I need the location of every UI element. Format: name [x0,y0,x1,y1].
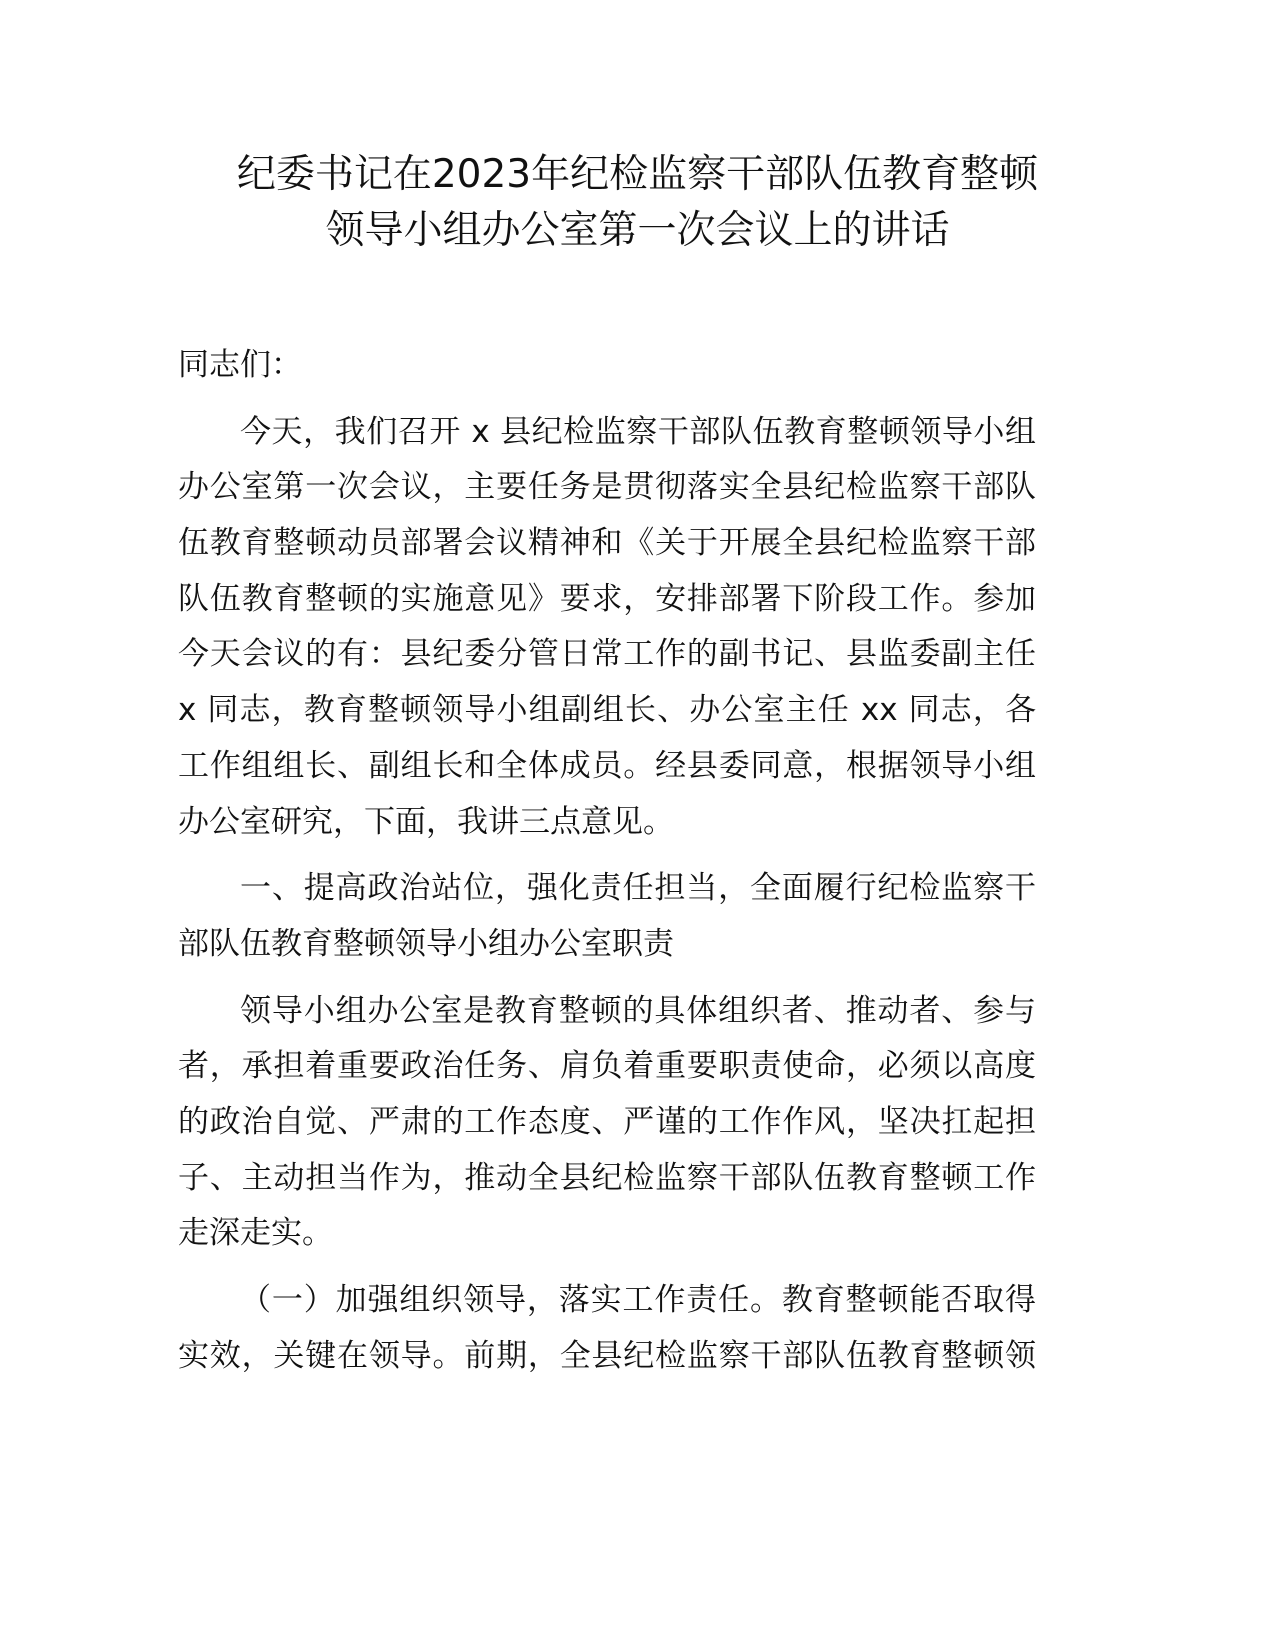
title-line: 纪委书记在2023年纪检监察干部队伍教育整顿 [236,152,1039,197]
title-line: 领导小组办公室第一次会议上的讲话 [325,208,950,253]
text-line: 一、提高政治站位，强化责任担当，全面履行纪检监察干 [240,870,1036,907]
text-line: 部队伍教育整顿领导小组办公室职责 [178,925,674,962]
text-line: 队伍教育整顿的实施意见》要求，安排部署下阶段工作。参加 [178,580,1036,617]
text-line: （一）加强组织领导，落实工作责任。教育整顿能否取得 [240,1282,1036,1318]
text-line: 同志们： [178,347,302,383]
paragraph [178,405,1036,851]
text-line: 实效，关键在领导。前期，全县纪检监察干部队伍教育整顿领 [178,1337,1036,1374]
text-line: 工作组组长、副组长和全体成员。经县委同意，根据领导小组 [178,747,1036,784]
document-body [178,338,1036,1395]
paragraph [178,861,1036,972]
text-line: 今天会议的有：县纪委分管日常工作的副书记、县监委副主任 [178,636,1036,673]
text-line: 今天，我们召开 x 县纪检监察干部队伍教育整顿领导小组 [240,413,1036,450]
paragraph [178,338,1036,394]
paragraph [178,984,1036,1262]
paragraph [178,1273,1036,1384]
text-line: 办公室第一次会议，主要任务是贯彻落实全县纪检监察干部队 [178,469,1036,506]
text-line: 的政治自觉、严肃的工作态度、严谨的工作作风，坚决扛起担 [178,1103,1036,1140]
text-line: 办公室研究，下面，我讲三点意见。 [178,803,674,840]
text-line: 领导小组办公室是教育整顿的具体组织者、推动者、参与 [240,992,1036,1029]
text-line: 走深走实。 [178,1215,333,1252]
text-line: 子、主动担当作为，推动全县纪检监察干部队伍教育整顿工作 [178,1159,1036,1196]
text-line: 伍教育整顿动员部署会议精神和《关于开展全县纪检监察干部 [178,525,1036,562]
text-line: 者，承担着重要政治任务、肩负着重要职责使命，必须以高度 [178,1048,1036,1085]
text-line: x 同志，教育整顿领导小组副组长、办公室主任 xx 同志，各 [178,692,1036,729]
document-title [100,147,1175,259]
